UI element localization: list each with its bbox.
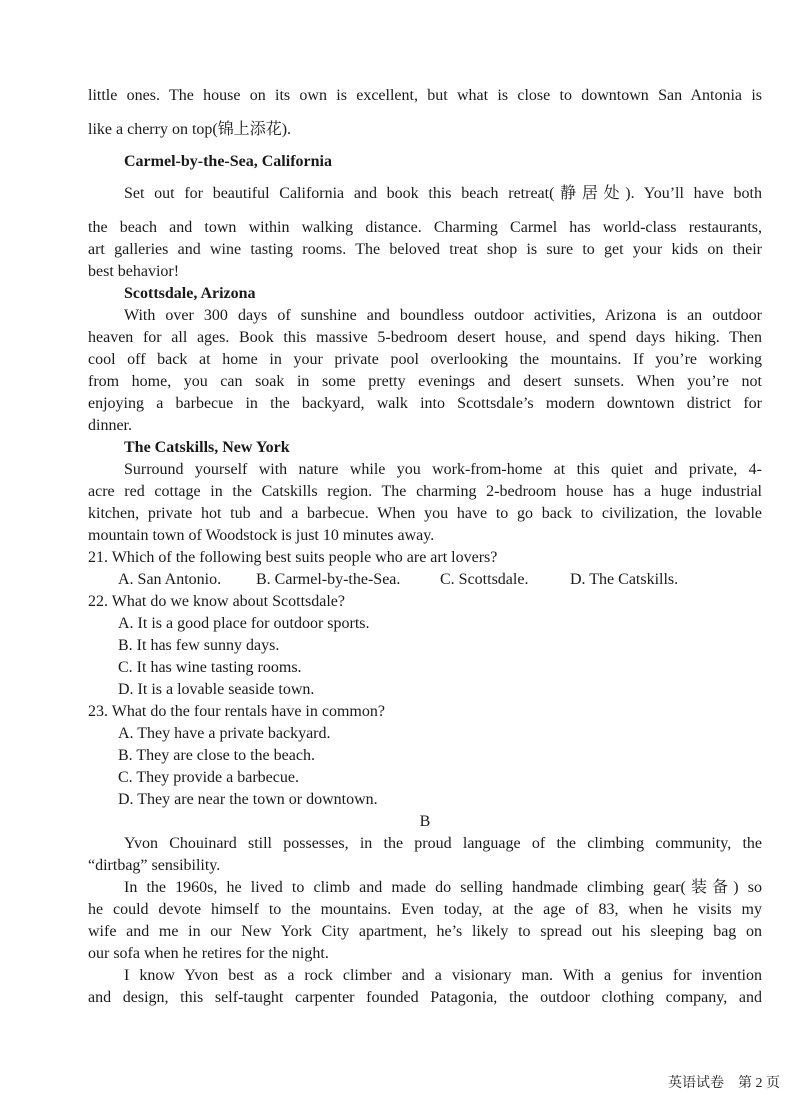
scottsdale-heading: Scottsdale, Arizona (124, 285, 256, 302)
question-23-option-c: C. They provide a barbecue. (118, 769, 299, 786)
scottsdale-line-4: from home, you can soak in some pretty evenings and desert sunsets. When you’re not (88, 373, 762, 390)
carmel-heading: Carmel-by-the-Sea, California (124, 153, 332, 170)
passage-b-p3-line-1: I know Yvon best as a rock climber and a visionary man. With a genius for invention (124, 967, 762, 984)
passage-b-p1-line-2: “dirtbag” sensibility. (88, 857, 221, 874)
catskills-heading: The Catskills, New York (124, 439, 290, 456)
carmel-line-3: art galleries and wine tasting rooms. The beloved treat shop is sure to get your kids on their (88, 241, 762, 258)
question-21-options (118, 570, 738, 590)
passage-b-p3-line-2: and design, this self-taught carpenter founded Patagonia, the outdoor clothing company, and (88, 989, 762, 1006)
question-22-option-d: D. It is a lovable seaside town. (118, 681, 315, 698)
catskills-line-2: acre red cottage in the Catskills region. The charming 2-bedroom house has a huge industrial (88, 483, 762, 500)
question-22-option-c: C. It has wine tasting rooms. (118, 659, 302, 676)
scottsdale-line-3: cool off back at home in your private pool overlooking the mountains. If you’re working (88, 351, 762, 368)
passage-b-p1-line-1: Yvon Chouinard still possesses, in the proud language of the climbing community, the (124, 835, 762, 852)
question-21-option-d: D. The Catskills. (570, 571, 679, 588)
question-22-option-a: A. It is a good place for outdoor sports. (118, 615, 370, 632)
question-23-option-a: A. They have a private backyard. (118, 725, 331, 742)
passage-b-p2-line-4: our sofa when he retires for the night. (88, 945, 329, 962)
question-21-stem: 21. Which of the following best suits people who are art lovers? (88, 549, 498, 566)
carmel-line-2: the beach and town within walking distance. Charming Carmel has world-class restaurants, (88, 219, 762, 236)
catskills-line-3: kitchen, private hot tub and a barbecue. When you have to go back to civilization, the lovable (88, 505, 762, 522)
scottsdale-line-1: With over 300 days of sunshine and boundless outdoor activities, Arizona is an outdoor (124, 307, 762, 324)
passage-a-line-1: little ones. The house on its own is excellent, but what is close to downtown San Antonia is (88, 87, 762, 104)
question-22-stem: 22. What do we know about Scottsdale? (88, 593, 345, 610)
scottsdale-line-6: dinner. (88, 417, 132, 434)
scottsdale-line-5: enjoying a barbecue in the backyard, walk into Scottsdale’s modern downtown district for (88, 395, 762, 412)
catskills-line-1: Surround yourself with nature while you work-from-home at this quiet and private, 4- (124, 461, 762, 478)
scottsdale-line-2: heaven for all ages. Book this massive 5-bedroom desert house, and spend days hiking. Then (88, 329, 762, 346)
passage-a-line-2: like a cherry on top(锦上添花). (88, 121, 292, 138)
carmel-line-1: Set out for beautiful California and book this beach retreat(静居处). You’ll have both (124, 185, 762, 202)
question-23-option-b: B. They are close to the beach. (118, 747, 315, 764)
question-23-stem: 23. What do the four rentals have in common? (88, 703, 385, 720)
question-23-option-d: D. They are near the town or downtown. (118, 791, 378, 808)
question-22-option-b: B. It has few sunny days. (118, 637, 280, 654)
passage-b-p2-line-2: he could devote himself to the mountains. Even today, at the age of 83, when he visits my (88, 901, 762, 918)
question-21-option-b: B. Carmel-by-the-Sea. (256, 571, 401, 588)
carmel-line-4: best behavior! (88, 263, 180, 280)
passage-b-p2-line-3: wife and me in our New York City apartment, he’s likely to spread out his sleeping bag on (88, 923, 762, 940)
page-footer: 英语试卷 第 2 页 (668, 1076, 780, 1091)
passage-b-label: B (419, 813, 431, 830)
catskills-line-4: mountain town of Woodstock is just 10 minutes away. (88, 527, 435, 544)
question-21-option-c: C. Scottsdale. (440, 571, 529, 588)
passage-b-p2-line-1: In the 1960s, he lived to climb and made do selling handmade climbing gear(装备) so (124, 879, 762, 896)
question-21-option-a: A. San Antonio. (118, 571, 222, 588)
